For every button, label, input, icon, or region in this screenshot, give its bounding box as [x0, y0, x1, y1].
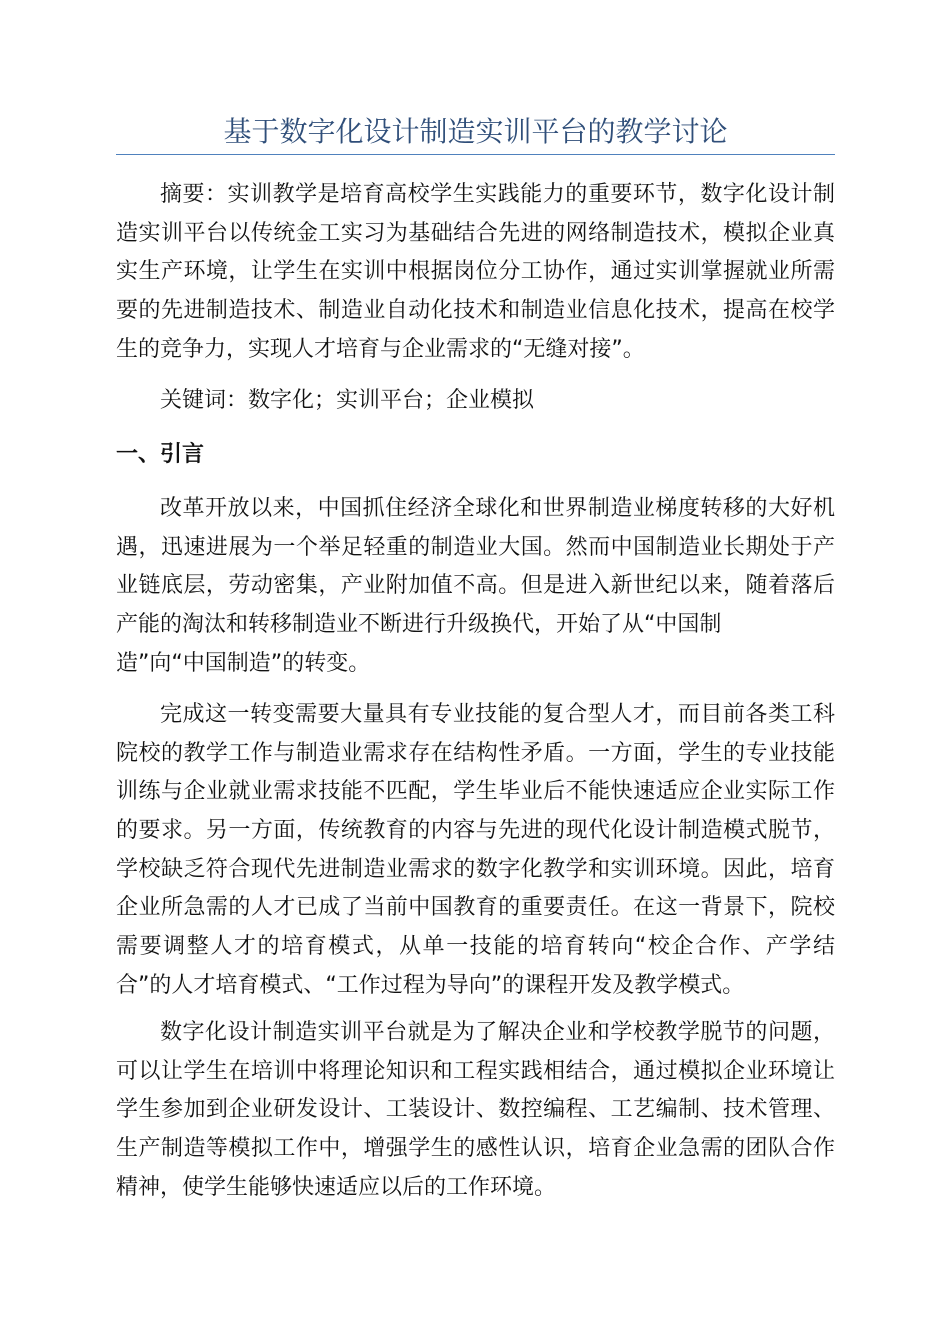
paragraph-line: 精神，使学生能够快速适应以后的工作环境。 — [116, 1174, 557, 1200]
abstract-paragraph — [116, 176, 835, 369]
paragraph-line: 生产制造等模拟工作中，增强学生的感性认识，培育企业急需的团队合作 — [116, 1136, 835, 1162]
paragraph-line: 的要求。另一方面，传统教育的内容与先进的现代化设计制造模式脱节， — [116, 818, 835, 844]
paragraph-line: 学生参加到企业研发设计、工装设计、数控编程、工艺编制、技术管理、 — [116, 1097, 835, 1123]
paragraph-line: 造”向“中国制造”的转变。 — [116, 650, 371, 676]
paragraph-line: 学校缺乏符合现代先进制造业需求的数字化教学和实训环境。因此，培育 — [116, 856, 835, 882]
paragraph-line: 可以让学生在培训中将理论知识和工程实践相结合，通过模拟企业环境让 — [116, 1058, 835, 1084]
abstract-line: 生的竞争力，实现人才培育与企业需求的“无缝对接”。 — [116, 336, 645, 362]
paragraph-line: 合”的人才培育模式、“工作过程为导向”的课程开发及教学模式。 — [116, 972, 745, 998]
paragraph-line: 企业所急需的人才已成了当前中国教育的重要责任。在这一背景下，院校 — [116, 895, 835, 921]
paragraph-line: 业链底层，劳动密集，产业附加值不高。但是进入新世纪以来，随着落后 — [116, 573, 835, 599]
section-heading: 一、引言 — [116, 442, 205, 467]
paragraph-line: 产能的淘汰和转移制造业不断进行升级换代，开始了从“中国制 — [116, 612, 722, 638]
paragraph-line: 院校的教学工作与制造业需求存在结构性矛盾。一方面，学生的专业技能 — [116, 740, 835, 766]
body-paragraph-1 — [116, 490, 835, 683]
abstract-line: 造实训平台以传统金工实习为基础结合先进的网络制造技术，模拟企业真 — [116, 220, 835, 246]
paragraph-line: 改革开放以来，中国抓住经济全球化和世界制造业梯度转移的大好机 — [160, 496, 835, 521]
paragraph-line: 需要调整人才的培育模式，从单一技能的培育转向“校企合作、产学结 — [116, 934, 835, 960]
abstract-line: 摘要：实训教学是培育高校学生实践能力的重要环节，数字化设计制 — [160, 182, 835, 207]
document-title: 基于数字化设计制造实训平台的教学讨论 — [223, 115, 728, 148]
paragraph-line: 遇，迅速进展为一个举足轻重的制造业大国。然而中国制造业长期处于产 — [116, 534, 835, 560]
paragraph-line: 完成这一转变需要大量具有专业技能的复合型人才，而目前各类工科 — [160, 702, 835, 727]
paragraph-line: 训练与企业就业需求技能不匹配，学生毕业后不能快速适应企业实际工作 — [116, 779, 835, 805]
paragraph-line: 数字化设计制造实训平台就是为了解决企业和学校教学脱节的问题， — [160, 1020, 835, 1045]
body-paragraph-2 — [116, 696, 835, 1006]
body-paragraph-3 — [116, 1014, 835, 1207]
keywords-line: 关键词：数字化；实训平台；企业模拟 — [160, 388, 535, 413]
abstract-line: 实生产环境，让学生在实训中根据岗位分工协作，通过实训掌握就业所需 — [116, 259, 835, 285]
abstract-line: 要的先进制造技术、制造业自动化技术和制造业信息化技术，提高在校学 — [116, 298, 835, 324]
title-underline-rule — [116, 154, 835, 155]
